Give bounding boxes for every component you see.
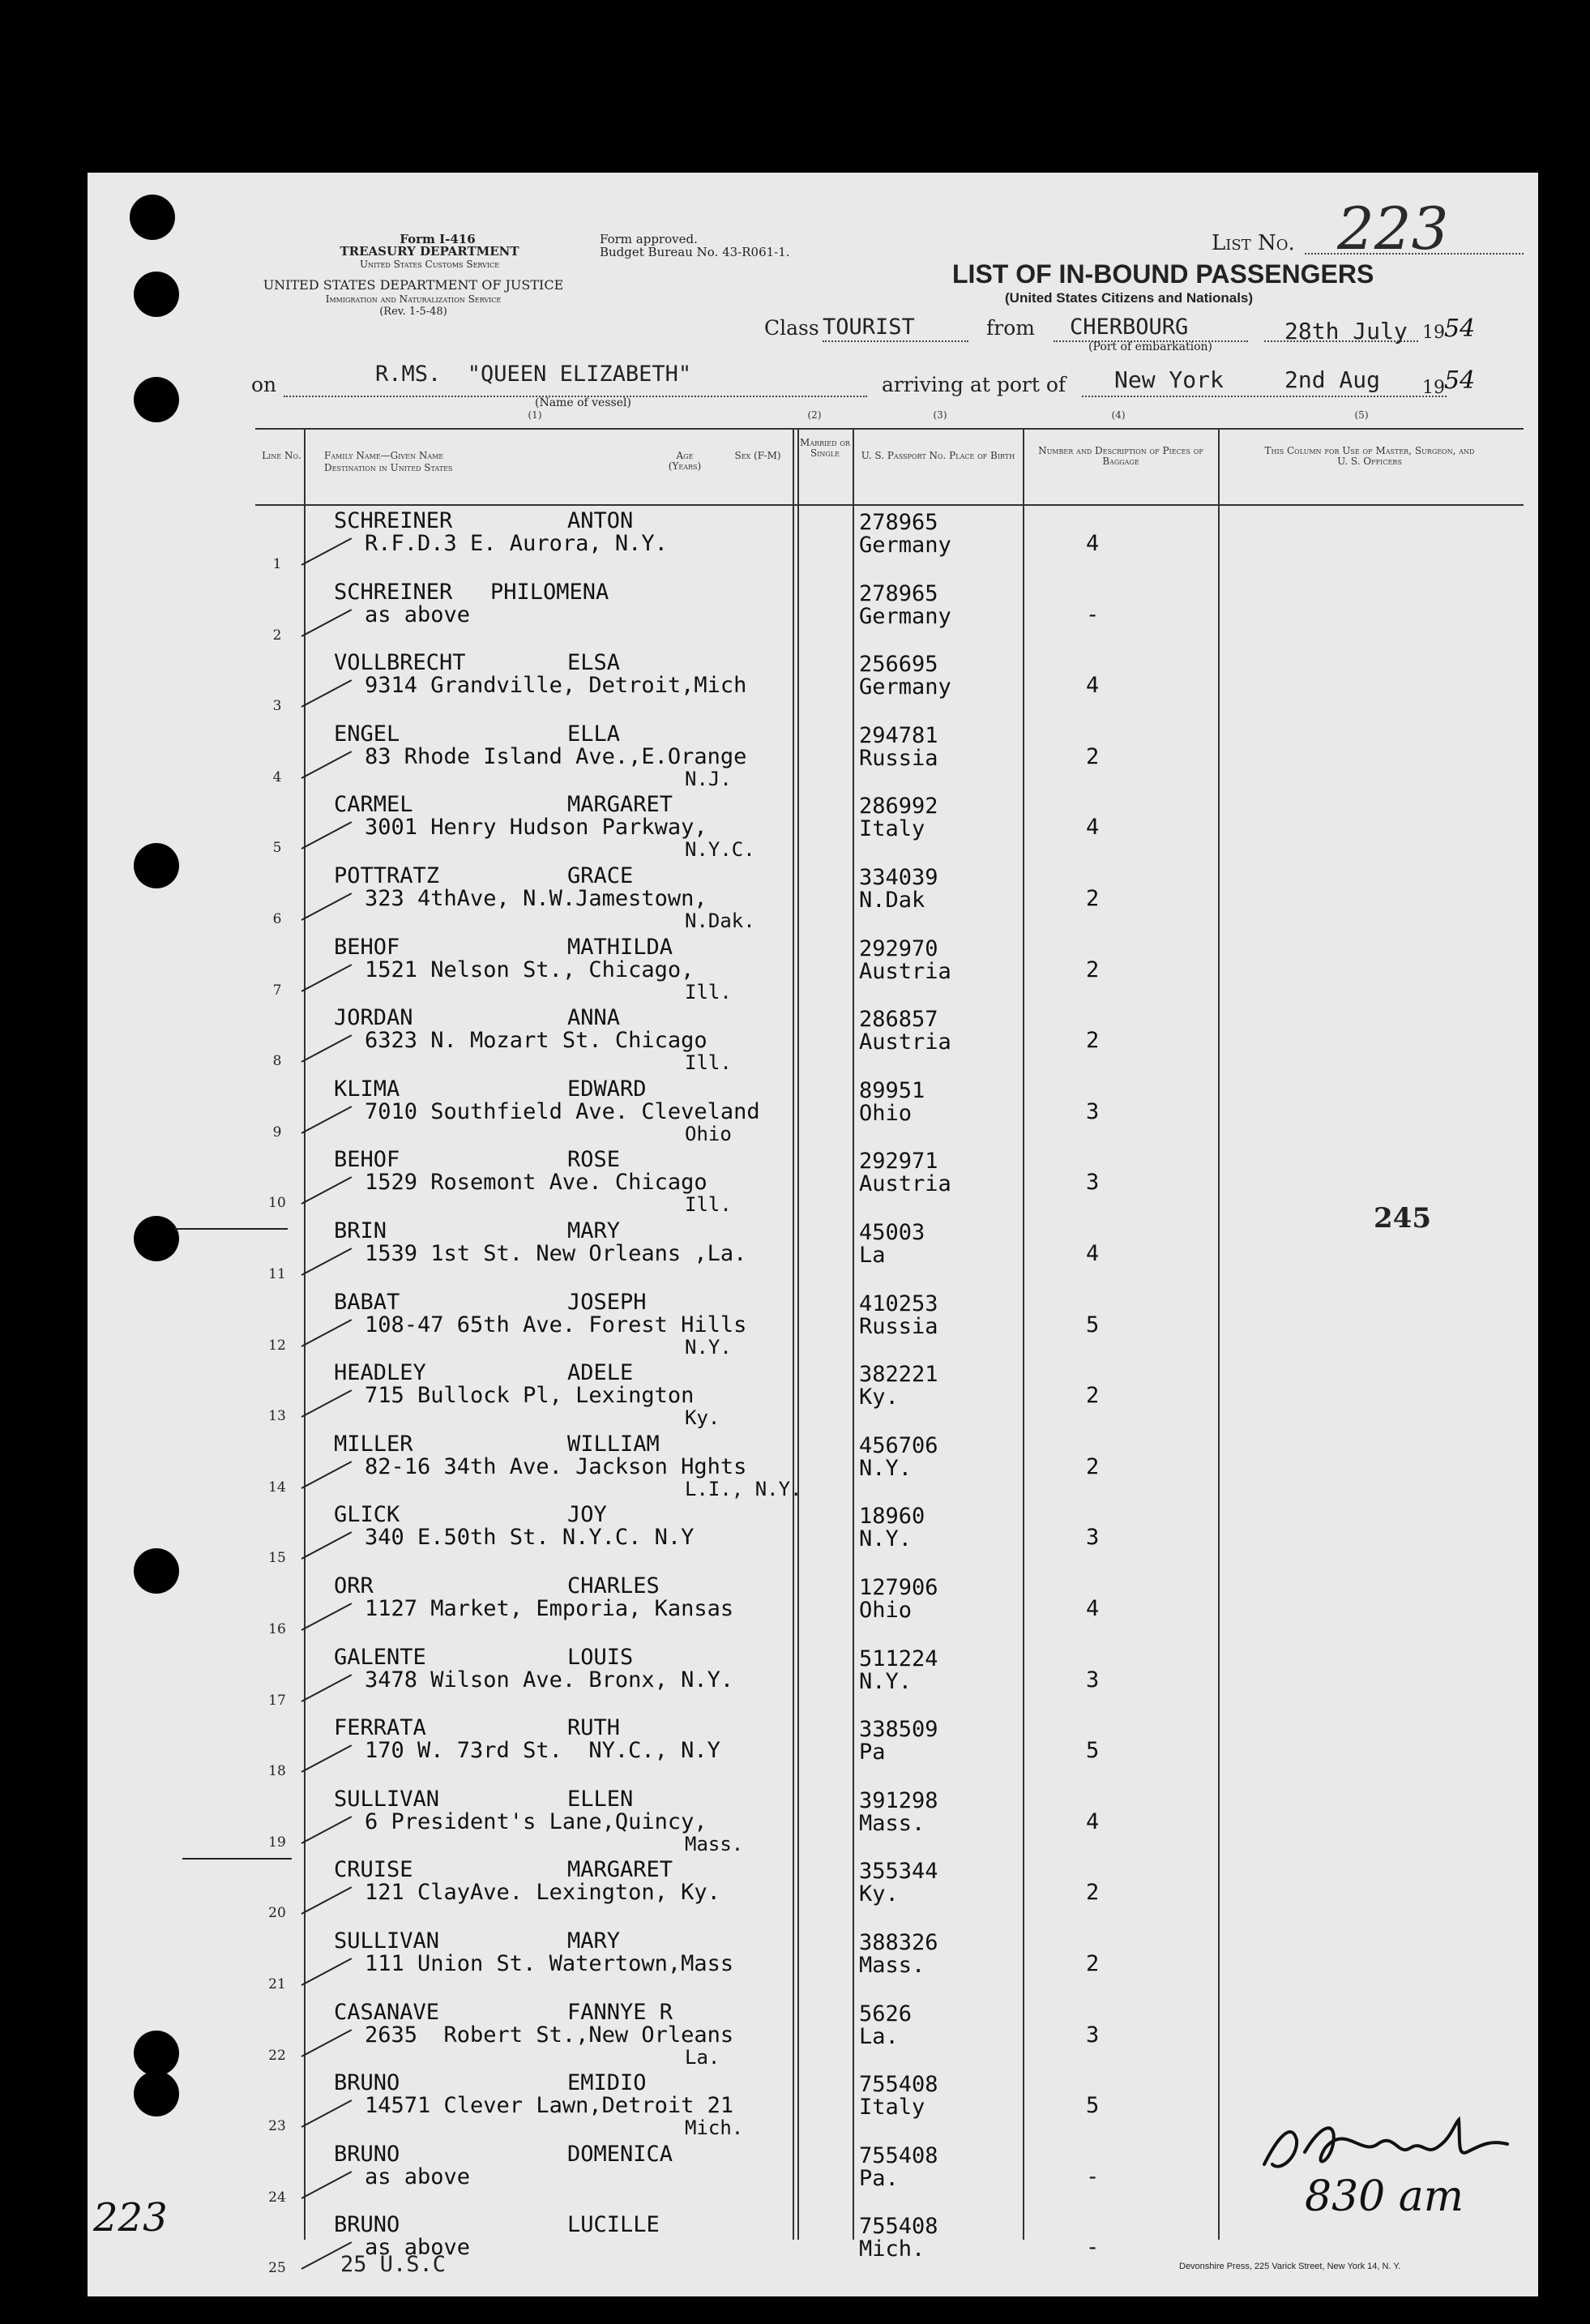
check-mark [301, 609, 353, 637]
given-name: ANNA [567, 1005, 621, 1030]
table-row [0, 722, 1590, 793]
given-name: JOY [567, 1502, 607, 1527]
baggage-count: 4 [1086, 1241, 1100, 1266]
destination-address: 3001 Henry Hudson Parkway, [365, 815, 707, 840]
passport-number: 89951 [859, 1078, 925, 1103]
line-number: 20 [268, 1905, 286, 1921]
given-name: MATHILDA [567, 935, 673, 960]
family-name: JORDAN [334, 1005, 413, 1030]
col-header-passport: U. S. Passport No. Place of Birth [861, 450, 1015, 461]
printer-imprint: Devonshire Press, 225 Varick Street, New York 14, N. Y. [1179, 2262, 1401, 2271]
table-row [0, 793, 1590, 863]
destination-address: 1127 Market, Emporia, Kansas [365, 1596, 734, 1621]
passport-number: 456706 [859, 1433, 938, 1458]
passport-number: 286857 [859, 1007, 938, 1032]
table-row [0, 935, 1590, 1006]
destination-state: N.Dak. [685, 909, 755, 932]
vessel-name: R.MS. "QUEEN ELIZABETH" [375, 362, 692, 387]
family-name: BEHOF [334, 1147, 400, 1172]
check-mark [301, 679, 353, 708]
check-mark [301, 751, 353, 779]
family-name: SCHREINER [334, 508, 453, 533]
given-name: WILLIAM [567, 1432, 660, 1457]
passport-number: 755408 [859, 2214, 938, 2239]
baggage-count: 4 [1086, 1809, 1100, 1834]
revision: (Rev. 1-5-48) [379, 306, 447, 318]
family-name: CARMEL [334, 792, 413, 817]
family-name: POTTRATZ [334, 863, 440, 888]
line-number: 8 [272, 1053, 282, 1069]
place-of-birth: N.Y. [859, 1456, 913, 1481]
place-of-birth: Russia [859, 746, 938, 771]
check-mark [301, 1034, 353, 1063]
justice-dept: UNITED STATES DEPARTMENT OF JUSTICE [263, 277, 564, 293]
place-of-birth: N.Dak [859, 888, 925, 913]
baggage-count: - [1086, 602, 1100, 627]
table-row [0, 1646, 1590, 1716]
destination-address: 7010 Southfield Ave. Cleveland [365, 1099, 760, 1124]
passport-number: 292971 [859, 1149, 938, 1174]
form-number: Form I-416 [400, 232, 476, 246]
table-row [0, 2001, 1590, 2071]
passport-number: 5626 [859, 2001, 913, 2027]
baggage-count: 2 [1086, 1383, 1100, 1408]
destination-state: Mich. [685, 2116, 744, 2139]
col-header-officers: This Column for Use of Master, Surgeon, and U. S. Officers [1264, 445, 1475, 467]
footer-typed: 25 U.S.C [340, 2252, 447, 2277]
given-name: ADELE [567, 1360, 634, 1385]
vessel-caption: (Name of vessel) [535, 396, 631, 409]
family-name: HEADLEY [334, 1360, 426, 1385]
margin-number: 223 [93, 2195, 168, 2241]
line-number: 6 [272, 911, 282, 927]
check-mark [301, 821, 353, 850]
place-of-birth: Italy [859, 816, 925, 841]
place-of-birth: Germany [859, 604, 951, 629]
check-mark [301, 1603, 353, 1631]
officer-note: 245 [1374, 1202, 1431, 1235]
given-name: MARGARET [567, 1857, 673, 1882]
col-header-married: Married or Single [800, 437, 850, 459]
line-number: 11 [268, 1266, 286, 1282]
destination-state: N.Y.C. [685, 838, 755, 861]
destination-address: as above [365, 2235, 471, 2260]
check-mark [301, 1886, 353, 1915]
arrival-year-prefix: 19 [1422, 378, 1445, 398]
place-of-birth: N.Y. [859, 1526, 913, 1551]
destination-address: 121 ClayAve. Lexington, Ky. [365, 1880, 720, 1905]
table-row [0, 1148, 1590, 1218]
check-mark [301, 1674, 353, 1702]
family-name: BEHOF [334, 935, 400, 960]
place-of-birth: Russia [859, 1314, 938, 1339]
line-number: 12 [268, 1337, 286, 1354]
baggage-count: 2 [1086, 1951, 1100, 1976]
punch-hole [134, 272, 179, 317]
table-row [0, 1929, 1590, 2000]
customs-service: United States Customs Service [359, 259, 500, 270]
baggage-count: 4 [1086, 815, 1100, 840]
time-note: 830 am [1305, 2172, 1464, 2221]
family-name: FERRATA [334, 1715, 426, 1740]
table-row [0, 1219, 1590, 1290]
destination-address: 6323 N. Mozart St. Chicago [365, 1028, 707, 1053]
officer-signature [1248, 2108, 1524, 2181]
passport-number: 18960 [859, 1504, 925, 1529]
baggage-count: 4 [1086, 531, 1100, 556]
check-mark [301, 1319, 353, 1347]
destination-state: Ill. [685, 1051, 732, 1074]
check-mark [301, 1248, 353, 1276]
baggage-count: - [1086, 2235, 1100, 2260]
passport-number: 388326 [859, 1930, 938, 1955]
table-header-rule [255, 504, 1524, 506]
given-name: DOMENICA [567, 2142, 673, 2167]
baggage-count: 2 [1086, 957, 1100, 982]
table-row [0, 1361, 1590, 1432]
given-name: PHILOMENA [490, 580, 609, 605]
col-header-line-no: Line No. [262, 450, 301, 461]
family-name: BRUNO [334, 2212, 400, 2237]
check-mark [301, 1389, 353, 1418]
line-number: 2 [272, 627, 282, 644]
baggage-count: 4 [1086, 1596, 1100, 1621]
destination-address: 14571 Clever Lawn,Detroit 21 [365, 2093, 734, 2118]
line-number: 9 [272, 1124, 282, 1141]
punch-hole [134, 377, 179, 422]
passport-number: 755408 [859, 2143, 938, 2168]
passport-number: 286992 [859, 794, 938, 819]
destination-state: La. [685, 2046, 720, 2069]
destination-address: as above [365, 602, 471, 627]
destination-address: 1529 Rosemont Ave. Chicago [365, 1170, 707, 1195]
passport-number: 410253 [859, 1291, 938, 1316]
on-label: on [251, 373, 277, 396]
check-mark [301, 2029, 353, 2057]
place-of-birth: Italy [859, 2095, 925, 2120]
line-number: 10 [268, 1195, 286, 1211]
baggage-count: 2 [1086, 1028, 1100, 1053]
line-number: 5 [272, 840, 282, 856]
given-name: MARY [567, 1218, 621, 1243]
destination-state: Ky. [685, 1406, 720, 1429]
place-of-birth: Ohio [859, 1598, 913, 1623]
destination-address: 82-16 34th Ave. Jackson Hghts [365, 1454, 747, 1479]
margin-rule [182, 1858, 292, 1860]
check-mark [301, 1744, 353, 1773]
destination-address: 323 4thAve, N.W.Jamestown, [365, 886, 707, 911]
passport-number: 755408 [859, 2072, 938, 2097]
given-name: ELLA [567, 721, 621, 747]
form-approved: Form approved. [600, 232, 698, 246]
check-mark [301, 1531, 353, 1560]
document-subtitle: (United States Citizens and Nationals) [1005, 290, 1254, 306]
list-no-value: 223 [1337, 195, 1449, 263]
col-header-name: Family Name—Given Name [324, 450, 444, 461]
place-of-birth: N.Y. [859, 1669, 913, 1694]
destination-address: 9314 Grandville, Detroit,Mich [365, 673, 747, 698]
passport-number: 334039 [859, 865, 938, 890]
line-number: 21 [268, 1976, 286, 1992]
line-number: 22 [268, 2048, 286, 2064]
passport-number: 292970 [859, 936, 938, 961]
destination-address: as above [365, 2164, 471, 2189]
check-mark [301, 1461, 353, 1489]
place-of-birth: Pa [859, 1740, 886, 1765]
baggage-count: - [1086, 2164, 1100, 2189]
family-name: SCHREINER [334, 580, 453, 605]
given-name: FANNYE R [567, 2000, 673, 2025]
punch-hole [130, 195, 175, 240]
line-number: 1 [272, 556, 282, 572]
place-of-birth: Mass. [859, 1953, 925, 1978]
table-row [0, 651, 1590, 721]
table-row [0, 1006, 1590, 1076]
baggage-count: 5 [1086, 1312, 1100, 1337]
table-row [0, 1290, 1590, 1361]
family-name: ENGEL [334, 721, 400, 747]
place-of-birth: Ohio [859, 1101, 913, 1126]
destination-address: 3478 Wilson Ave. Bronx, N.Y. [365, 1667, 734, 1693]
place-of-birth: Austria [859, 1029, 951, 1055]
passport-number: 278965 [859, 581, 938, 606]
class-value: TOURIST [823, 315, 915, 340]
line-number: 25 [268, 2260, 286, 2276]
depart-date-line [1264, 340, 1418, 342]
family-name: MILLER [334, 1432, 413, 1457]
line-number: 17 [268, 1693, 286, 1709]
line-number: 16 [268, 1621, 286, 1637]
depart-year-prefix: 19 [1422, 323, 1445, 343]
depart-year: 54 [1444, 315, 1476, 343]
table-row [0, 1858, 1590, 1928]
place-of-birth: Germany [859, 674, 951, 700]
depart-date: 28th July [1284, 318, 1408, 345]
family-name: SULLIVAN [334, 1928, 440, 1954]
destination-state: N.Y. [685, 1336, 732, 1359]
given-name: RUTH [567, 1715, 621, 1740]
check-mark [301, 2171, 353, 2199]
family-name: GLICK [334, 1502, 400, 1527]
check-mark [301, 1106, 353, 1134]
check-mark [301, 892, 353, 921]
family-name: ORR [334, 1573, 374, 1599]
destination-address: 340 E.50th St. N.Y.C. N.Y [365, 1525, 695, 1550]
given-name: EDWARD [567, 1076, 647, 1102]
table-row [0, 1787, 1590, 1858]
col-num-5: (5) [1354, 409, 1369, 421]
check-mark [301, 1958, 353, 1986]
col-num-2: (2) [807, 409, 822, 421]
place-of-birth: Mich. [859, 2236, 925, 2262]
place-of-birth: Germany [859, 533, 951, 558]
class-label: Class [764, 316, 819, 340]
given-name: ANTON [567, 508, 634, 533]
budget-bureau: Budget Bureau No. 43-R061-1. [600, 245, 790, 259]
given-name: ROSE [567, 1147, 621, 1172]
check-mark [301, 537, 353, 566]
baggage-count: 5 [1086, 1738, 1100, 1763]
baggage-count: 3 [1086, 1170, 1100, 1195]
line-number: 24 [268, 2189, 286, 2206]
destination-address: 108-47 65th Ave. Forest Hills [365, 1312, 747, 1337]
given-name: JOSEPH [567, 1290, 647, 1315]
class-line [823, 340, 968, 342]
passport-number: 127906 [859, 1575, 938, 1600]
given-name: CHARLES [567, 1573, 660, 1599]
baggage-count: 5 [1086, 2093, 1100, 2118]
arrival-year: 54 [1444, 366, 1476, 395]
document-title: LIST OF IN-BOUND PASSENGERS [952, 259, 1374, 289]
family-name: CASANAVE [334, 2000, 440, 2025]
given-name: GRACE [567, 863, 634, 888]
destination-address: 1539 1st St. New Orleans ,La. [365, 1241, 747, 1266]
col-header-age: Age (Years) [668, 450, 702, 472]
line-number: 3 [272, 698, 282, 714]
baggage-count: 3 [1086, 2022, 1100, 2048]
line-number: 7 [272, 982, 282, 999]
line-number: 15 [268, 1550, 286, 1566]
place-of-birth: La [859, 1243, 886, 1268]
given-name: ELSA [567, 650, 621, 675]
arrival-line [1082, 396, 1447, 397]
col-header-baggage: Number and Description of Pieces of Baggage [1038, 445, 1203, 467]
passport-number: 294781 [859, 723, 938, 748]
baggage-count: 3 [1086, 1099, 1100, 1124]
place-of-birth: Austria [859, 959, 951, 984]
place-of-birth: Austria [859, 1171, 951, 1196]
destination-address: 6 President's Lane,Quincy, [365, 1809, 707, 1834]
passport-number: 391298 [859, 1788, 938, 1813]
col-header-sex: Sex (F-M) [734, 450, 781, 461]
destination-address: 1521 Nelson St., Chicago, [365, 957, 695, 982]
place-of-birth: Ky. [859, 1881, 899, 1907]
table-row [0, 1574, 1590, 1645]
table-row [0, 864, 1590, 935]
ins-service: Immigration and Naturalization Service [325, 293, 502, 305]
passport-number: 382221 [859, 1362, 938, 1387]
place-of-birth: Ky. [859, 1385, 899, 1410]
col-header-destination: Destination in United States [324, 462, 453, 473]
destination-state: Ohio [685, 1123, 732, 1145]
treasury-dept: TREASURY DEPARTMENT [340, 244, 519, 259]
destination-state: Mass. [685, 1833, 744, 1855]
arrival-date: 2nd Aug [1284, 366, 1381, 393]
family-name: BRUNO [334, 2070, 400, 2095]
table-row [0, 509, 1590, 580]
table-row [0, 1077, 1590, 1148]
table-row [0, 1503, 1590, 1573]
list-no-label: List No. [1212, 231, 1295, 255]
line-number: 4 [272, 769, 282, 785]
baggage-count: 4 [1086, 673, 1100, 698]
destination-address: 111 Union St. Watertown,Mass [365, 1951, 734, 1976]
passport-number: 338509 [859, 1717, 938, 1742]
place-of-birth: Pa. [859, 2166, 899, 2191]
family-name: BRUNO [334, 2142, 400, 2167]
arrival-port: New York [1114, 366, 1224, 393]
baggage-count: 2 [1086, 886, 1100, 911]
table-row [0, 1432, 1590, 1503]
margin-rule [174, 1228, 288, 1230]
place-of-birth: La. [859, 2024, 899, 2049]
given-name: MARY [567, 1928, 621, 1954]
from-label: from [986, 316, 1035, 340]
destination-address: 715 Bullock Pl, Lexington [365, 1383, 695, 1408]
given-name: MARGARET [567, 792, 673, 817]
destination-state: N.J. [685, 768, 732, 790]
line-number: 18 [268, 1763, 286, 1779]
given-name: EMIDIO [567, 2070, 647, 2095]
family-name: CRUISE [334, 1857, 413, 1882]
col-num-1: (1) [528, 409, 542, 421]
col-num-4: (4) [1111, 409, 1126, 421]
check-mark [301, 964, 353, 992]
place-of-birth: Mass. [859, 1811, 925, 1836]
destination-state: Ill. [685, 1193, 732, 1216]
destination-state: L.I., N.Y. [685, 1478, 802, 1500]
baggage-count: 3 [1086, 1667, 1100, 1693]
passport-number: 511224 [859, 1646, 938, 1671]
line-number: 13 [268, 1408, 286, 1424]
check-mark [301, 1176, 353, 1205]
destination-address: 83 Rhode Island Ave.,E.Orange [365, 744, 747, 769]
family-name: BRIN [334, 1218, 387, 1243]
family-name: VOLLBRECHT [334, 650, 466, 675]
check-mark [301, 1816, 353, 1844]
destination-state: Ill. [685, 981, 732, 1004]
passport-number: 355344 [859, 1859, 938, 1884]
check-mark [301, 2099, 353, 2128]
table-row [0, 1716, 1590, 1787]
line-number: 14 [268, 1479, 286, 1496]
family-name: SULLIVAN [334, 1787, 440, 1812]
passport-number: 256695 [859, 652, 938, 677]
col-num-3: (3) [933, 409, 947, 421]
family-name: GALENTE [334, 1645, 426, 1670]
port-caption: (Port of embarkation) [1088, 340, 1212, 353]
table-row [0, 2213, 1590, 2283]
table-top-rule [255, 428, 1524, 430]
passport-number: 45003 [859, 1220, 925, 1245]
line-number: 23 [268, 2118, 286, 2134]
destination-address: R.F.D.3 E. Aurora, N.Y. [365, 531, 668, 556]
given-name: LUCILLE [567, 2212, 660, 2237]
arriving-label: arriving at port of [882, 373, 1066, 396]
baggage-count: 2 [1086, 1880, 1100, 1905]
family-name: BABAT [334, 1290, 400, 1315]
baggage-count: 3 [1086, 1525, 1100, 1550]
table-row [0, 580, 1590, 651]
given-name: LOUIS [567, 1645, 634, 1670]
baggage-count: 2 [1086, 744, 1100, 769]
family-name: KLIMA [334, 1076, 400, 1102]
from-port: CHERBOURG [1070, 315, 1189, 340]
baggage-count: 2 [1086, 1454, 1100, 1479]
destination-address: 170 W. 73rd St. NY.C., N.Y [365, 1738, 720, 1763]
destination-address: 2635 Robert St.,New Orleans [365, 2022, 734, 2048]
given-name: ELLEN [567, 1787, 634, 1812]
passport-number: 278965 [859, 510, 938, 535]
line-number: 19 [268, 1834, 286, 1851]
